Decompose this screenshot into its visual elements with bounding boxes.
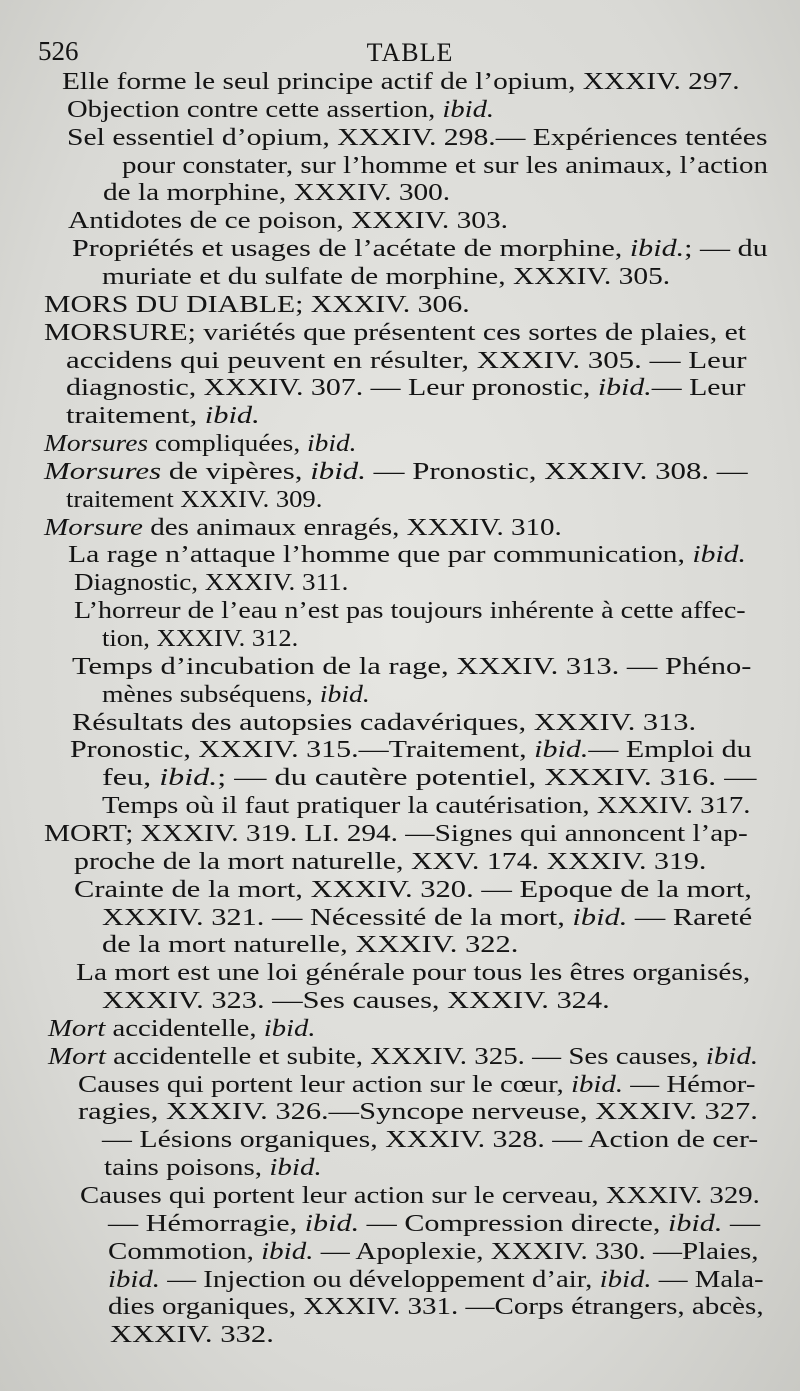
- text-line: [108, 1238, 759, 1266]
- text-line: [44, 430, 357, 458]
- text-span: — Lésions organiques, XXXIV. 328. — Action de cer-: [102, 1126, 759, 1154]
- italic-text: Morsure: [44, 513, 143, 541]
- text-line: [102, 987, 610, 1015]
- text-span: tains poisons,: [104, 1154, 270, 1182]
- text-line: [66, 374, 745, 402]
- text-span: — Apoplexie, XXXIV. 330. —Plaies,: [313, 1237, 759, 1265]
- italic-text: Mort: [48, 1042, 106, 1070]
- italic-text: Morsures: [44, 430, 149, 458]
- text-span: La mort est une loi générale pour tous les êtres organisés,: [76, 959, 751, 987]
- text-line: [102, 263, 670, 291]
- italic-text: ibid.: [597, 374, 652, 402]
- text-line: [102, 681, 370, 709]
- text-line: [78, 1071, 755, 1099]
- text-span: compliquées,: [148, 430, 308, 458]
- italic-text: ibid.: [629, 235, 685, 263]
- text-span: Temps où il faut pratiquer la cautérisation, XXXIV. 317.: [102, 792, 751, 820]
- text-line: [44, 514, 562, 542]
- italic-text: ibid.: [705, 1042, 759, 1070]
- text-span: muriate et du sulfate de morphine, XXXIV. 305.: [102, 262, 671, 290]
- italic-text: ibid.: [261, 1237, 314, 1265]
- text-line: [44, 319, 746, 347]
- text-span: proche de la mort naturelle, XXV. 174. XXXIV. 319.: [74, 847, 707, 875]
- text-span: MORT; XXXIV. 319. LI. 294. —Signes qui annoncent l’ap-: [44, 819, 748, 847]
- text-line: [44, 291, 470, 319]
- text-line: [80, 1182, 760, 1210]
- text-line: [110, 1321, 274, 1349]
- text-line: [76, 959, 750, 987]
- italic-text: ibid.: [204, 402, 260, 430]
- text-line: [72, 653, 751, 681]
- text-span: XXXIV. 321. — Nécessité de la mort,: [102, 903, 573, 931]
- text-span: traitement,: [66, 402, 205, 430]
- text-line: [67, 124, 767, 152]
- text-line: [68, 207, 508, 235]
- text-span: de la mort naturelle, XXXIV. 322.: [102, 931, 519, 959]
- text-line: [74, 597, 746, 625]
- text-line: [72, 235, 768, 263]
- text-span: La rage n’attaque l’homme que par communication,: [68, 541, 693, 569]
- italic-text: ibid.: [108, 1265, 161, 1293]
- text-line: [44, 458, 748, 486]
- text-line: [66, 347, 747, 375]
- italic-text: Morsures: [44, 457, 162, 485]
- text-line: [72, 709, 696, 737]
- text-line: [103, 179, 450, 207]
- italic-text: ibid.: [310, 457, 366, 485]
- text-line: [74, 569, 348, 597]
- text-span: Pronostic, XXXIV. 315.—Traitement,: [70, 736, 535, 764]
- italic-text: ibid.: [599, 1265, 652, 1293]
- italic-text: ibid.: [572, 903, 628, 931]
- text-line: [102, 904, 752, 932]
- text-span: accidentelle et subite, XXXIV. 325. — Ses causes,: [105, 1042, 706, 1070]
- text-span: Temps d’incubation de la rage, XXXIV. 313. — Phéno-: [72, 652, 752, 680]
- text-span: MORSURE; variétés que présentent ces sortes de plaies, et: [44, 318, 747, 346]
- text-line: [70, 736, 752, 764]
- text-line: [102, 625, 298, 653]
- text-line: [108, 1293, 764, 1321]
- text-span: tion, XXXIV. 312.: [102, 625, 299, 652]
- text-span: — Mala-: [651, 1265, 764, 1293]
- text-span: Elle forme le seul principe actif de l’opium, XXXIV. 297.: [62, 68, 740, 95]
- text-span: — Compression directe,: [359, 1209, 668, 1237]
- italic-text: ibid.: [667, 1209, 723, 1237]
- text-span: XXXIV. 323. —Ses causes, XXXIV. 324.: [102, 987, 610, 1015]
- text-span: accidentelle,: [105, 1014, 264, 1042]
- text-span: Diagnostic, XXXIV. 311.: [74, 569, 349, 597]
- text-line: [62, 68, 740, 96]
- text-span: de la morphine, XXXIV. 300.: [103, 179, 451, 207]
- text-span: — Injection ou développement d’air,: [160, 1265, 600, 1293]
- text-span: ; — du cautère potentiel, XXXIV. 316. —: [217, 764, 757, 792]
- text-line: [102, 764, 756, 792]
- text-line: [48, 1015, 316, 1043]
- text-line: [66, 486, 322, 514]
- text-span: Commotion,: [108, 1237, 262, 1265]
- text-span: accidens qui peuvent en résulter, XXXIV. 305. — Leur: [66, 346, 747, 374]
- italic-text: ibid.: [269, 1154, 322, 1182]
- text-span: XXXIV. 332.: [110, 1321, 274, 1349]
- text-span: Causes qui portent leur action sur le cerveau, XXXIV. 329.: [80, 1182, 760, 1209]
- italic-text: ibid.: [442, 95, 495, 123]
- text-span: mènes subséquens,: [102, 680, 320, 708]
- italic-text: ibid.: [319, 680, 370, 708]
- text-span: de vipères,: [161, 457, 311, 485]
- italic-text: ibid.: [534, 736, 589, 764]
- text-span: traitement XXXIV. 309.: [66, 485, 323, 513]
- text-line: [102, 1126, 758, 1154]
- italic-text: ibid.: [307, 430, 357, 458]
- text-line: [68, 541, 746, 569]
- text-span: L’horreur de l’eau n’est pas toujours inhérente à cette affec-: [74, 597, 746, 625]
- text-span: diagnostic, XXXIV. 307. — Leur pronostic,: [66, 374, 598, 402]
- text-span: — Hémorragie,: [108, 1209, 305, 1237]
- text-span: ; — du: [684, 235, 768, 263]
- text-span: — Pronostic, XXXIV. 308. —: [365, 457, 748, 485]
- italic-text: ibid.: [159, 764, 218, 792]
- text-line: [122, 152, 768, 180]
- text-span: Causes qui portent leur action sur le cœur,: [78, 1070, 571, 1098]
- text-line: [102, 931, 518, 959]
- text-line: [74, 848, 706, 876]
- text-line: [102, 792, 750, 820]
- text-span: MORS DU DIABLE; XXXIV. 306.: [44, 290, 470, 318]
- text-span: Antidotes de ce poison, XXXIV. 303.: [68, 207, 509, 235]
- text-line: [67, 96, 494, 124]
- text-line: [78, 1098, 758, 1126]
- text-line: [66, 402, 260, 430]
- text-span: Propriétés et usages de l’acétate de morphine,: [72, 235, 630, 263]
- text-line: [108, 1210, 760, 1238]
- text-line: [108, 1266, 764, 1294]
- text-span: Résultats des autopsies cadavériques, XXXIV. 313.: [72, 708, 697, 736]
- text-span: dies organiques, XXXIV. 331. —Corps étrangers, abcès,: [108, 1293, 764, 1321]
- italic-text: ibid.: [570, 1070, 624, 1098]
- italic-text: ibid.: [692, 541, 746, 569]
- text-span: feu,: [102, 764, 160, 792]
- running-head: TABLE: [366, 38, 454, 67]
- italic-text: ibid.: [263, 1014, 316, 1042]
- text-line: [48, 1043, 758, 1071]
- text-line: [44, 820, 748, 848]
- text-span: — Leur: [651, 374, 746, 402]
- text-span: ragies, XXXIV. 326.—Syncope nerveuse, XXXIV. 327.: [78, 1098, 758, 1126]
- text-line: [74, 876, 752, 904]
- text-span: — Rareté: [627, 903, 753, 931]
- text-span: — Hémor-: [623, 1070, 756, 1098]
- text-line: [104, 1154, 322, 1182]
- text-span: Objection contre cette assertion,: [67, 95, 443, 123]
- text-span: Crainte de la mort, XXXIV. 320. — Epoque de la mort,: [74, 875, 752, 903]
- page-number: 526: [38, 36, 79, 66]
- text-span: —: [722, 1209, 761, 1237]
- italic-text: ibid.: [304, 1209, 360, 1237]
- text-span: des animaux enragés, XXXIV. 310.: [142, 513, 562, 541]
- text-span: — Emploi du: [588, 736, 752, 764]
- text-span: pour constater, sur l’homme et sur les animaux, l’action: [122, 151, 769, 179]
- text-span: Sel essentiel d’opium, XXXIV. 298.— Expériences tentées: [67, 123, 768, 151]
- italic-text: Mort: [48, 1014, 106, 1042]
